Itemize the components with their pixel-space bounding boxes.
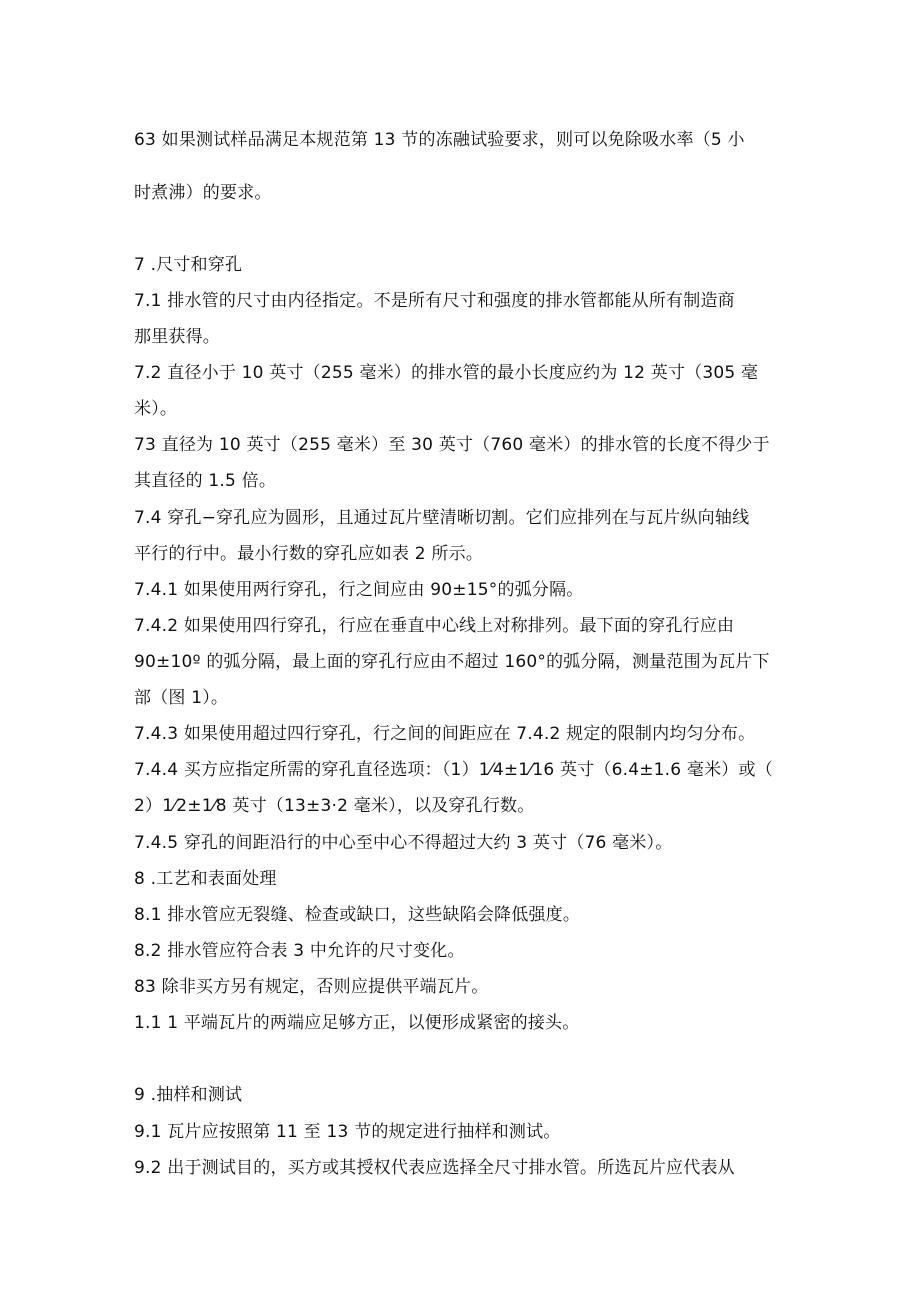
text-line: 1.1 1 平端瓦片的两端应足够方正，以便形成紧密的接头。	[134, 1013, 580, 1033]
text-line: 那里获得。	[134, 327, 220, 347]
text-line: 8.1 排水管应无裂缝、检查或缺口，这些缺陷会降低强度。	[134, 905, 581, 925]
text-line: 90±10º 的弧分隔，最上面的穿孔行应由不超过 160°的弧分隔，测量范围为瓦片下	[134, 652, 770, 672]
text-line: 2）1⁄2±1⁄8 英寸（13±3·2 毫米），以及穿孔行数。	[134, 796, 535, 816]
text-line: 7.4.1 如果使用两行穿孔，行之间应由 90±15°的弧分隔。	[134, 580, 584, 600]
text-line: 83 除非买方另有规定，否则应提供平端瓦片。	[134, 977, 489, 997]
text-line: 7.4.2 如果使用四行穿孔，行应在垂直中心线上对称排列。最下面的穿孔行应由	[134, 616, 735, 636]
text-line: 7.4.5 穿孔的间距沿行的中心至中心不得超过大约 3 英寸（76 毫米）。	[134, 833, 673, 853]
text-line: 时煮沸）的要求。	[134, 183, 272, 203]
text-line: 9.1 瓦片应按照第 11 至 13 节的规定进行抽样和测试。	[134, 1122, 561, 1142]
text-line: 米）。	[134, 399, 178, 419]
text-line: 部（图 1）。	[134, 688, 229, 708]
text-line: 8.2 排水管应符合表 3 中允许的尺寸变化。	[134, 941, 465, 961]
section-heading: 8 .工艺和表面处理	[134, 869, 277, 889]
text-line: 7.4.3 如果使用超过四行穿孔，行之间的间距应在 7.4.2 规定的限制内均匀分布。	[134, 724, 756, 744]
text-line: 其直径的 1.5 倍。	[134, 471, 277, 491]
text-line: 7.4.4 买方应指定所需的穿孔直径选项：（1）1⁄4±1⁄16 英寸（6.4±1.6 毫米）或（	[134, 760, 773, 780]
text-line: 73 直径为 10 英寸（255 毫米）至 30 英寸（760 毫米）的排水管的长度不得少于	[134, 435, 770, 455]
text-line: 7.1 排水管的尺寸由内径指定。不是所有尺寸和强度的排水管都能从所有制造商	[134, 291, 735, 311]
text-line: 9.2 出于测试目的，买方或其授权代表应选择全尺寸排水管。所选瓦片应代表从	[134, 1158, 735, 1178]
text-line: 7.2 直径小于 10 英寸（255 毫米）的排水管的最小长度应约为 12 英寸（305 毫	[134, 363, 759, 383]
text-line: 7.4 穿孔−穿孔应为圆形，且通过瓦片壁清晰切割。它们应排列在与瓦片纵向轴线	[134, 508, 750, 528]
section-heading: 7 .尺寸和穿孔	[134, 255, 243, 275]
text-line: 平行的行中。最小行数的穿孔应如表 2 所示。	[134, 544, 484, 564]
section-heading: 9 .抽样和测试	[134, 1085, 243, 1105]
text-line: 63 如果测试样品满足本规范第 13 节的冻融试验要求，则可以免除吸水率（5 小	[134, 130, 745, 150]
